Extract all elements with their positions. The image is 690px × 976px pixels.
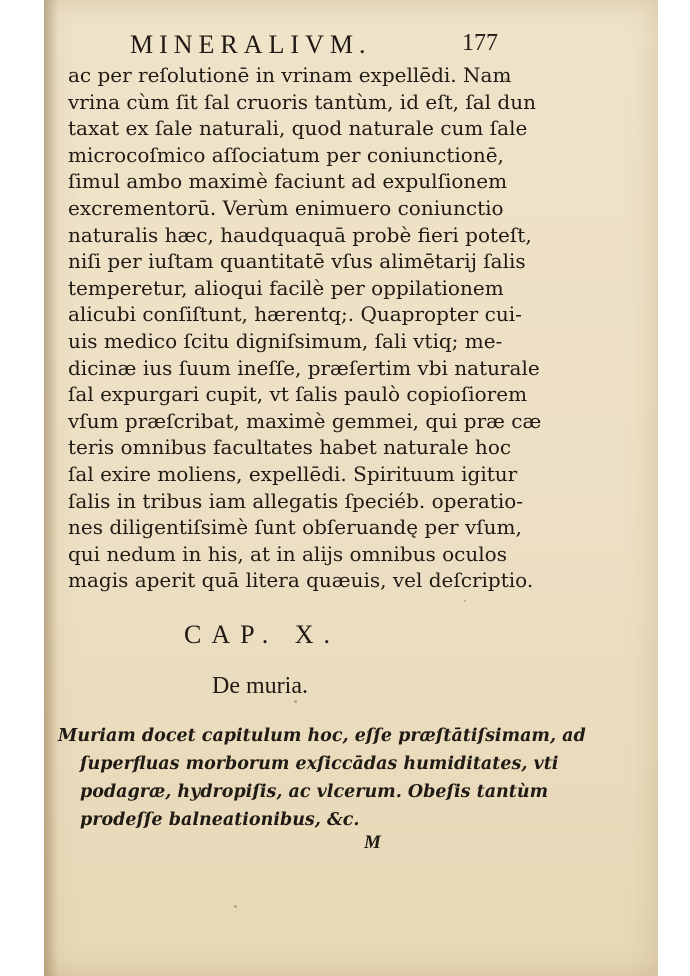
running-head: MINERALIVM. <box>130 30 372 59</box>
text-line: excrementorū. Verùm enimuero coniunctio <box>68 195 504 220</box>
text-line: dicinæ ius ſuum ineſſe, præſertim vbi naturale <box>68 355 540 380</box>
text-line: temperetur, alioqui facilè per oppilationem <box>68 275 504 300</box>
summary-line: ſuperfluas morborum exſiccādas humiditates, vti <box>80 754 559 774</box>
summary-line: Muriam docet capitulum hoc, eſſe præſtātiſsimam, ad <box>58 726 586 746</box>
summary-line: prodeſſe balneationibus, &c. <box>80 810 360 830</box>
chapter-title: De muria. <box>212 673 308 699</box>
body-text <box>68 62 542 594</box>
text-line: ſalis in tribus iam allegatis ſpeciéb. operatio- <box>68 488 524 513</box>
text-line: taxat ex ſale naturali, quod naturale cum ſale <box>68 116 528 141</box>
text-line: nes diligentiſsimè ſunt obſeruandę per vſum, <box>68 515 522 540</box>
paper-speck <box>504 78 508 82</box>
paper-speck <box>294 700 297 703</box>
paper-speck <box>234 905 237 908</box>
chapter-heading: CAP. X. <box>184 620 340 649</box>
text-line: ſal expurgari cupit, vt ſalis paulò copioſiorem <box>68 382 528 407</box>
text-line: ſal exire moliens, expellēdi. Spirituum igitur <box>68 461 518 486</box>
paper-speck <box>464 600 466 602</box>
text-line: uis medico ſcitu digniſsimum, ſali vtiq; me- <box>68 328 503 353</box>
text-line: ſimul ambo maximè faciunt ad expulſionem <box>68 169 508 194</box>
chapter-summary <box>58 722 586 834</box>
page-number: 177 <box>462 30 498 56</box>
text-line: microcoſmico aſſociatum per coniunctionē, <box>68 142 504 167</box>
text-line: vrina cùm ſit ſal cruoris tantùm, id eſt, ſal dun <box>68 89 536 114</box>
text-line: vſum præſcribat, maximè gemmei, qui præ cæ <box>68 408 542 433</box>
book-page <box>44 0 658 976</box>
signature-mark: M <box>364 832 381 853</box>
text-line: magis aperit quā litera quæuis, vel deſcriptio. <box>68 568 534 593</box>
text-line: qui nedum in his, at in alijs omnibus oculos <box>68 541 507 566</box>
text-line: teris omnibus facultates habet naturale hoc <box>68 435 512 460</box>
page-gutter-shadow <box>44 0 58 976</box>
text-line: alicubi conſiſtunt, hærentq;. Quapropter cui- <box>68 302 522 327</box>
summary-line: podagræ, hydropiſis, ac vlcerum. Obeſis tantùm <box>80 782 549 802</box>
text-line: naturalis hæc, haudquaquā probè fieri poteſt, <box>68 222 532 247</box>
text-line: niſi per iuſtam quantitatē vſus alimētarij ſalis <box>68 249 526 274</box>
text-line: ac per reſolutionē in vrinam expellēdi. Nam <box>68 63 512 87</box>
